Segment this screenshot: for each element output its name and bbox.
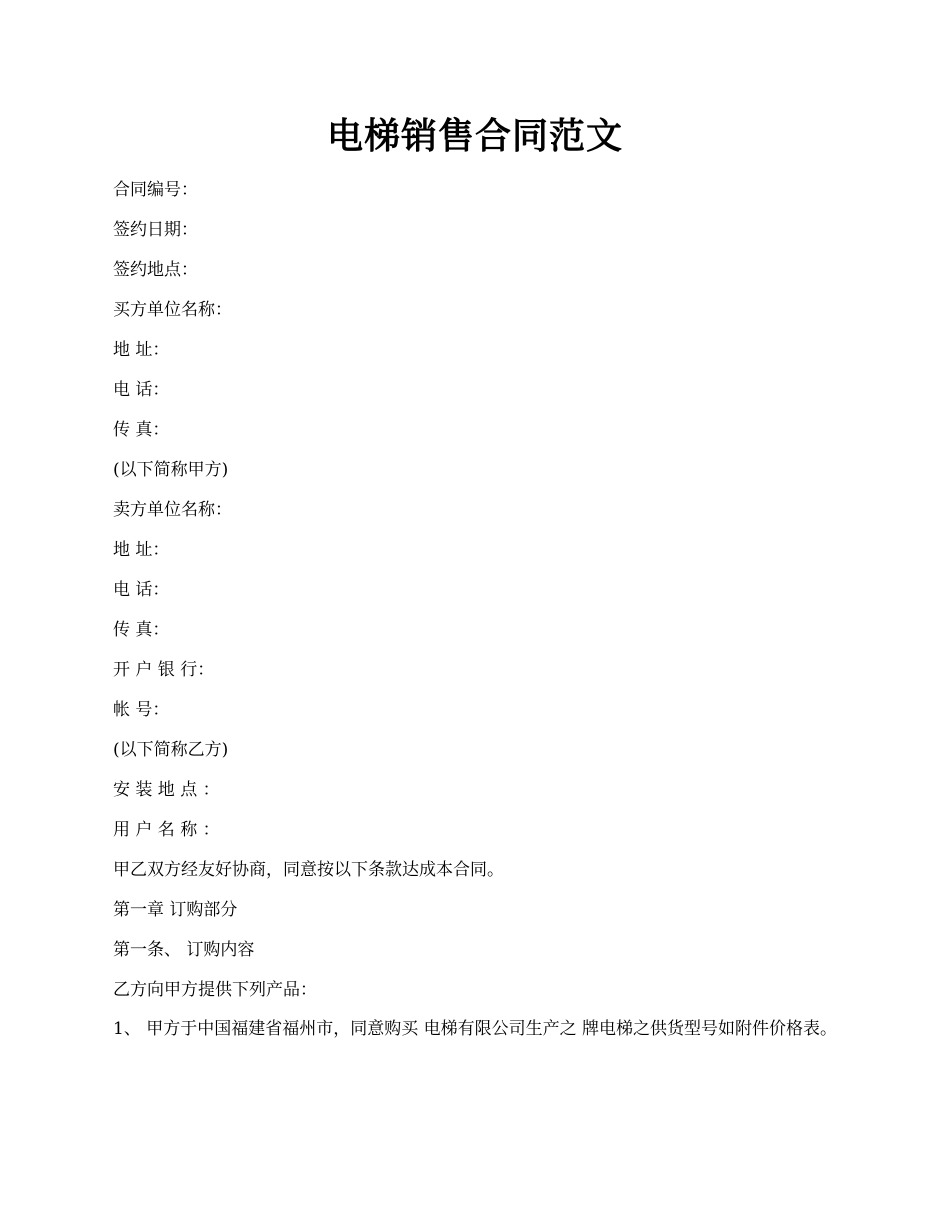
buyer-fax-label: 传 真：	[113, 420, 170, 440]
signing-place-label: 签约地点：	[113, 260, 198, 280]
product-intro: 乙方向甲方提供下列产品：	[113, 980, 317, 1000]
seller-fax-label: 传 真：	[113, 620, 170, 640]
chapter-heading: 第一章 订购部分	[113, 900, 238, 920]
signing-date-label: 签约日期：	[113, 220, 198, 240]
agreement-statement: 甲乙双方经友好协商，同意按以下条款达成本合同。	[113, 860, 504, 880]
buyer-phone-label: 电 话：	[113, 380, 170, 400]
seller-phone-label: 电 话：	[113, 580, 170, 600]
contract-number-label: 合同编号：	[113, 180, 198, 200]
article-heading: 第一条、 订购内容	[113, 940, 255, 960]
buyer-name-label: 买方单位名称：	[113, 300, 232, 320]
user-name-label: 用 户 名 称 ：	[113, 820, 220, 840]
clause-paragraph: 1、 甲方于中国福建省福州市，同意购买 电梯有限公司生产之 牌电梯之供货型号如附件价格表。	[113, 1019, 838, 1039]
install-location-label: 安 装 地 点 ：	[113, 780, 220, 800]
buyer-alias-note: (以下简称甲方)	[113, 460, 229, 480]
seller-address-label: 地 址：	[113, 540, 170, 560]
buyer-address-label: 地 址：	[113, 340, 170, 360]
seller-account-label: 帐 号：	[113, 700, 170, 720]
document-title: 电梯销售合同范文	[326, 115, 623, 157]
seller-bank-label: 开 户 银 行：	[113, 660, 215, 680]
contract-body	[113, 178, 838, 1040]
seller-alias-note: (以下简称乙方)	[113, 740, 229, 760]
seller-name-label: 卖方单位名称：	[113, 500, 232, 520]
